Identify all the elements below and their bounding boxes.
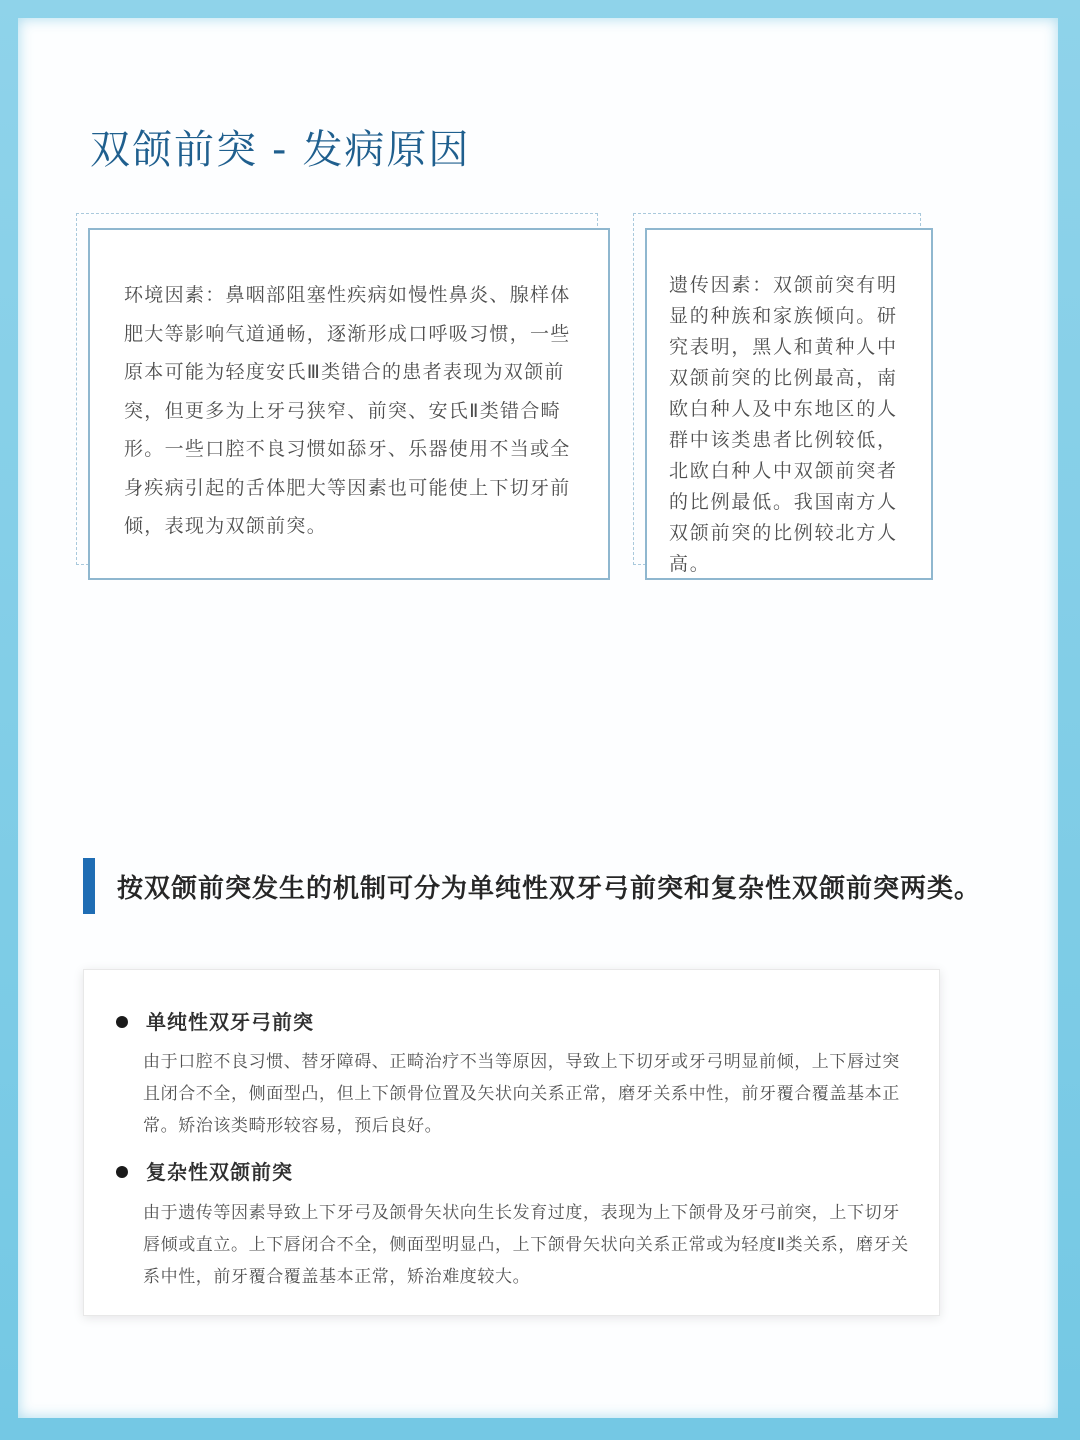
bullet-icon: [116, 1166, 128, 1178]
type-heading-label: 单纯性双牙弓前突: [146, 1010, 314, 1034]
bullet-icon: [116, 1016, 128, 1028]
title-separator: -: [272, 127, 289, 173]
type-heading-complex: [116, 1156, 293, 1185]
document-sheet: [18, 18, 1058, 1418]
types-panel: [83, 969, 940, 1316]
genetic-factors-text: 遗传因素：双颌前突有明显的种族和家族倾向。研究表明，黑人和黄种人中双颌前突的比例最高，南欧白种人及中东地区的人群中该类患者比例较低，北欧白种人中双颌前突者的比例最低。我国南方人双颌前突的比例较北方人高。: [669, 274, 898, 575]
type-heading-label: 复杂性双颌前突: [146, 1160, 293, 1184]
environment-factors-card: [88, 228, 610, 580]
callout-accent-bar: [83, 858, 95, 914]
genetic-factors-card: [645, 228, 933, 580]
title-main: 双颌前突: [90, 127, 258, 173]
title-sub: 发病原因: [302, 127, 471, 173]
type-description-simple: 由于口腔不良习惯、替牙障碍、正畸治疗不当等原因，导致上下切牙或牙弓明显前倾，上下唇过突且闭合不全，侧面型凸，但上下颌骨位置及矢状向关系正常，磨牙关系中性，前牙覆合覆盖基本正常。矫治该类畸形较容易，预后良好。: [143, 1052, 900, 1136]
environment-factors-text: 环境因素：鼻咽部阻塞性疾病如慢性鼻炎、腺样体肥大等影响气道通畅，逐渐形成口呼吸习惯，一些原本可能为轻度安氏Ⅲ类错合的患者表现为双颌前突，但更多为上牙弓狭窄、前突、安氏Ⅱ类错合畸形。一些口腔不良习惯如舔牙、乐器使用不当或全身疾病引起的舌体肥大等因素也可能使上下切牙前倾，表现为双颌前突。: [124, 284, 571, 537]
page-title: [90, 118, 470, 175]
type-heading-simple: [116, 1006, 314, 1035]
type-description-complex: 由于遗传等因素导致上下牙弓及颌骨矢状向生长发育过度，表现为上下颌骨及牙弓前突，上下切牙唇倾或直立。上下唇闭合不全，侧面型明显凸，上下颌骨矢状向关系正常或为轻度Ⅱ类关系，磨牙关系中性，前牙覆合覆盖基本正常，矫治难度较大。: [143, 1203, 909, 1287]
callout-text: 按双颌前突发生的机制可分为单纯性双牙弓前突和复杂性双颌前突两类。: [117, 874, 982, 904]
classification-callout: [83, 858, 983, 914]
